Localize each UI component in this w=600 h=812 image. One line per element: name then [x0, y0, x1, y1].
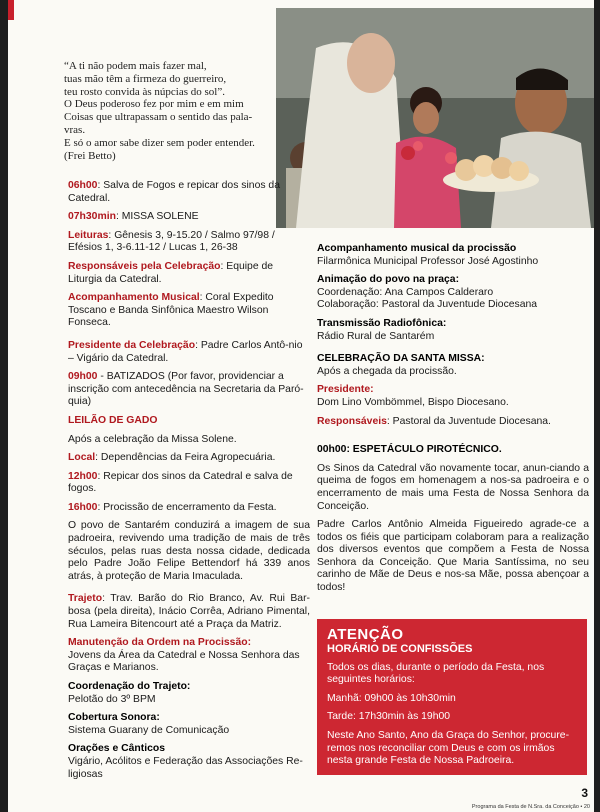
- item-text: - BATIZADOS (Por favor, providenciar a inscrição com antecedência na Secretaria da Paró-quia): [68, 371, 304, 408]
- oracoes-label: Orações e Cânticos: [68, 743, 166, 755]
- poem-line: O Deus poderoso fez por mim e em mim: [64, 98, 244, 111]
- poem-line: E só o amor sabe dizer sem poder entender.: [64, 136, 255, 149]
- item-0730: [68, 211, 310, 224]
- poem: [64, 60, 276, 162]
- presidente-heading: Presidente:: [317, 384, 374, 396]
- celebracao-text: Após a chegada da procissão.: [317, 365, 457, 377]
- espetaculo-heading: 00h00: ESPETÁCULO PIROTÉCNICO.: [317, 444, 502, 456]
- left-column: [68, 180, 310, 781]
- cobertura-text: Sistema Guarany de Comunicação: [68, 724, 230, 736]
- animacao-coordenacao: Coordenação: Ana Campos Calderaro: [317, 286, 494, 298]
- animacao-label: Animação do povo na praça:: [317, 274, 460, 286]
- item-text: : Dependências da Feira Agropecuária.: [95, 452, 276, 464]
- right-column: [317, 243, 589, 595]
- time-label: 07h30min: [68, 211, 116, 223]
- item-text: : Repicar dos sinos da Catedral e salva de fogos.: [68, 470, 293, 495]
- responsaveis-line: [317, 416, 589, 429]
- poem-line: Coisas que ultrapassam o sentido das pala-: [64, 111, 253, 124]
- leituras-label: Leituras: [68, 229, 109, 241]
- attention-subtitle: HORÁRIO DE CONFISSÕES: [327, 643, 473, 655]
- acomp-procissao-label: Acompanhamento musical da procissão: [317, 243, 517, 254]
- attention-manha: Manhã: 09h00 às 10h30min: [327, 692, 456, 704]
- item-responsaveis: [68, 261, 310, 286]
- presidente-text: Dom Lino Vombömmel, Bispo Diocesano.: [317, 396, 509, 408]
- responsaveis-label: Responsáveis: [317, 415, 387, 427]
- attention-box: [317, 619, 587, 775]
- poem-line: (Frei Betto): [64, 149, 116, 162]
- photo-illustration: [276, 8, 594, 228]
- coordenacao-label: Coordenação do Trajeto:: [68, 681, 191, 692]
- poem-line: “A ti não podem mais fazer mal,: [64, 60, 207, 72]
- item-text: : Coral Expedito Toscano e Banda Sinfônica Maestro Wilson Fonseca.: [68, 292, 274, 329]
- item-text: : Procissão de encerramento da Festa.: [97, 501, 277, 513]
- presidente-label: Presidente da Celebração: [68, 339, 196, 351]
- item-presidente: [68, 340, 310, 365]
- time-label: 06h00: [68, 180, 98, 191]
- coordenacao-text: Pelotão do 3º BPM: [68, 693, 156, 705]
- item-text: : Equipe de Liturgia da Catedral.: [68, 260, 274, 285]
- item-text: : MISSA SOLENE: [115, 211, 199, 223]
- time-label: 16h00: [68, 501, 98, 513]
- item-trajeto: [68, 593, 310, 631]
- magazine-page: [8, 0, 594, 812]
- item-text: : Trav. Barão do Rio Branco, Av. Rui Bar-bosa (pela direita), Inácio Corrêa, Adriano Pimental, Rua Lameira Bitencourt até a Praça da Matriz.: [68, 593, 310, 630]
- item-leituras: [68, 230, 310, 255]
- trajeto-label: Trajeto: [68, 593, 103, 605]
- acomp-procissao-text: Filarmônica Municipal Professor José Agostinho: [317, 255, 539, 267]
- attention-closing: Neste Ano Santo, Ano da Graça do Senhor, procure-remos nos reconciliar com Deus e com os irmãos nesta grande Festa de Nossa Padroeira.: [327, 729, 570, 767]
- attention-title: ATENÇÃO: [327, 626, 404, 643]
- red-corner-bar: [8, 0, 14, 20]
- footer-caption: Programa da Festa de N.Sra. da Conceição • 20: [471, 804, 590, 810]
- page-number: 3: [581, 786, 588, 800]
- animacao-colaboracao: Colaboração: Pastoral da Juventude Diocesana: [317, 299, 538, 311]
- poem-line: vras.: [64, 123, 86, 136]
- item-1600: [68, 502, 310, 515]
- attention-tarde: Tarde: 17h30min às 19h00: [327, 711, 451, 723]
- cobertura-label: Cobertura Sonora:: [68, 712, 160, 724]
- time-label: 12h00: [68, 470, 98, 482]
- item-1200: [68, 471, 310, 496]
- poem-line: teu rosto convida às núpcias do sol”.: [64, 85, 225, 98]
- responsaveis-label: Responsáveis pela Celebração: [68, 260, 221, 272]
- padre-paragraph: Padre Carlos Antônio Almeida Figueiredo agrade-ce a todos os fiéis que participam colaboram para a realização dos diversos eventos que compõem a Festa de Nossa Senhora da Conceição. Que Maria Santíssima, no seu carinho de Mãe de Deus e nos-sa Mãe, possa abençoar a todos!: [317, 519, 589, 594]
- leilao-heading: LEILÃO DE GADO: [68, 414, 158, 426]
- item-text: : Salva de Fogos e repicar dos sinos da Catedral.: [68, 180, 280, 204]
- poem-line: tuas mão têm a firmeza do guerreiro,: [64, 72, 227, 85]
- oracoes-text: Vigário, Acólitos e Federação das Associações Re-ligiosas: [68, 755, 303, 780]
- item-0900: [68, 371, 310, 409]
- acompanhamento-label: Acompanhamento Musical: [68, 292, 200, 304]
- item-text: : Padre Carlos Antô-nio – Vigário da Catedral.: [68, 339, 303, 364]
- local-label: Local: [68, 452, 96, 464]
- item-text: : Pastoral da Juventude Diocesana.: [386, 415, 551, 427]
- item-text: : Gênesis 3, 9-15.20 / Salmo 97/98 / Efésios 1, 3-6.11-12 / Lucas 1, 26-38: [68, 229, 275, 254]
- attention-intro: Todos os dias, durante o período da Festa, nos seguintes horários:: [327, 661, 545, 686]
- transmissao-text: Rádio Rural de Santarém: [317, 330, 435, 342]
- time-label: 09h00: [68, 371, 98, 383]
- manutencao-text: Jovens da Área da Catedral e Nossa Senhora das Graças e Marianos.: [68, 649, 300, 674]
- celebracao-heading: CELEBRAÇÃO DA SANTA MISSA:: [317, 353, 485, 365]
- manutencao-label: Manutenção da Ordem na Procissão:: [68, 637, 252, 649]
- item-acompanhamento: [68, 292, 310, 330]
- item-local: [68, 452, 310, 465]
- espetaculo-text: Os Sinos da Catedral vão novamente tocar, anun-ciando a queima de fogos em homenagem a nos-sa padroeira e o encerramento de mais uma Festa de Nossa Senhora da Conceição.: [317, 462, 589, 512]
- transmissao-label: Transmissão Radiofônica:: [317, 317, 447, 329]
- event-photo: [276, 8, 594, 228]
- leilao-text: Após a celebração da Missa Solene.: [68, 433, 237, 445]
- item-0600: [68, 180, 310, 205]
- povo-paragraph: O povo de Santarém conduzirá a imagem de sua padroeira, revivendo uma tradição de mais de três séculos, pelas ruas desta nossa cidade, dedicada pelo Padre João Felipe Bettendorf há 339 anos atrás, à proteção de Maria Imaculada.: [68, 520, 310, 582]
